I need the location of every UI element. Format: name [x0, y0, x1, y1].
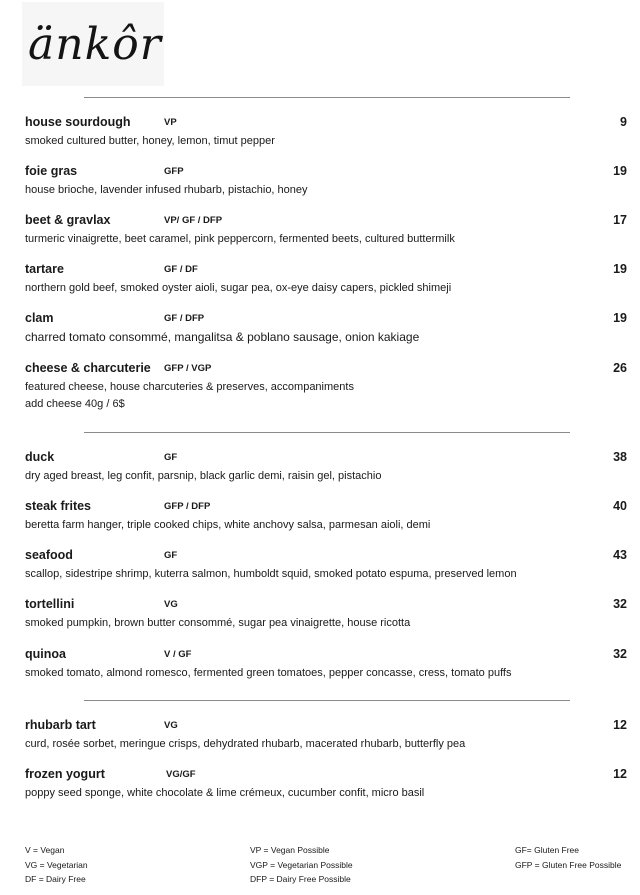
legend-entry: GF= Gluten Free [515, 845, 580, 855]
menu-item-price: 17 [613, 213, 627, 227]
dietary-legend-col2 [250, 843, 353, 887]
menu-item-price: 40 [613, 499, 627, 513]
dietary-tag: GFP / VGP [164, 363, 212, 374]
dietary-tag: VP/ GF / DFP [164, 215, 223, 226]
brand-name: änkôr [28, 19, 162, 70]
legend-entry: GFP = Gluten Free Possible [515, 859, 622, 870]
dietary-legend-col1 [25, 843, 88, 887]
menu-item-description: dry aged breast, leg confit, parsnip, black garlic demi, raisin gel, pistachio [25, 470, 382, 482]
menu-item-description: smoked pumpkin, brown butter consommé, sugar pea vinaigrette, house ricotta [25, 617, 411, 629]
section-divider [84, 432, 570, 433]
menu-item-price: 32 [613, 597, 627, 611]
brand-logo [22, 2, 164, 86]
legend-entry: DFP = Dairy Free Possible [250, 874, 351, 884]
menu-item-description: curd, rosée sorbet, meringue crisps, dehydrated rhubarb, macerated rhubarb, butterfly pea [25, 738, 466, 750]
dietary-tag: GF [164, 452, 178, 463]
menu-item-price: 19 [613, 311, 627, 325]
legend-entry: VG = Vegetarian [25, 859, 88, 870]
dietary-tag: V / GF [164, 649, 192, 660]
menu-item-name: foie gras [25, 164, 78, 178]
menu-item-description: featured cheese, house charcuteries & preserves, accompaniments [25, 381, 354, 393]
menu-item-description: scallop, sidestripe shrimp, kuterra salmon, humboldt squid, smoked potato espuma, preserved lemon [25, 568, 517, 580]
menu-item-price: 43 [613, 548, 627, 562]
menu-item-name: seafood [25, 548, 73, 562]
legend-entry: VGP = Vegetarian Possible [250, 859, 353, 870]
menu-item-description: northern gold beef, smoked oyster aioli, sugar pea, ox-eye daisy capers, pickled shimeji [25, 282, 452, 294]
dietary-tag: GFP [164, 166, 184, 177]
legend-entry: V = Vegan [25, 845, 65, 855]
menu-item-name: clam [25, 311, 54, 325]
menu-item-description: beretta farm hanger, triple cooked chips, white anchovy salsa, parmesan aioli, demi [25, 519, 431, 531]
menu-item-name: rhubarb tart [25, 718, 96, 732]
menu-item-name: house sourdough [25, 115, 131, 129]
menu-item-name: duck [25, 450, 55, 464]
menu-item-description: poppy seed sponge, white chocolate & lime crémeux, cucumber confit, micro basil [25, 787, 425, 799]
menu-item-addon: add cheese 40g / 6$ [25, 398, 125, 410]
menu-item-price: 26 [613, 361, 627, 375]
dietary-tag: VG/GF [166, 769, 196, 780]
menu-item-description: smoked cultured butter, honey, lemon, timut pepper [25, 135, 275, 147]
menu-item-description: charred tomato consommé, mangalitsa & poblano sausage, onion kakiage [25, 330, 420, 344]
dietary-tag: GF / DFP [164, 313, 205, 324]
menu-item-price: 19 [613, 262, 627, 276]
section-divider [84, 97, 570, 98]
menu-item-description: house brioche, lavender infused rhubarb, pistachio, honey [25, 184, 308, 196]
menu-item-name: steak frites [25, 499, 92, 513]
dietary-tag: VP [164, 117, 177, 128]
menu-item-price: 32 [613, 647, 627, 661]
menu-item-price: 9 [620, 115, 627, 129]
menu-item-name: cheese & charcuterie [25, 361, 151, 375]
dietary-tag: VG [164, 720, 178, 731]
menu-item-name: tortellini [25, 597, 75, 611]
dietary-legend-col3 [515, 843, 621, 872]
section-divider [84, 700, 570, 701]
menu-item-price: 12 [613, 718, 627, 732]
dietary-tag: GFP / DFP [164, 501, 211, 512]
menu-item-price: 19 [613, 164, 627, 178]
legend-entry: VP = Vegan Possible [250, 845, 330, 855]
dietary-tag: GF / DF [164, 264, 198, 275]
menu-item-description: smoked tomato, almond romesco, fermented green tomatoes, pepper concasse, cress, tomato puffs [25, 667, 512, 679]
dietary-tag: GF [164, 550, 178, 561]
menu-item-price: 38 [613, 450, 627, 464]
dietary-tag: VG [164, 599, 178, 610]
menu-item-name: quinoa [25, 647, 66, 661]
legend-entry: DF = Dairy Free [25, 874, 86, 884]
menu-item-name: beet & gravlax [25, 213, 111, 227]
menu-item-description: turmeric vinaigrette, beet caramel, pink peppercorn, fermented beets, cultured buttermilk [25, 233, 455, 245]
menu-item-name: tartare [25, 262, 64, 276]
menu-item-name: frozen yogurt [25, 767, 105, 781]
menu-item-price: 12 [613, 767, 627, 781]
